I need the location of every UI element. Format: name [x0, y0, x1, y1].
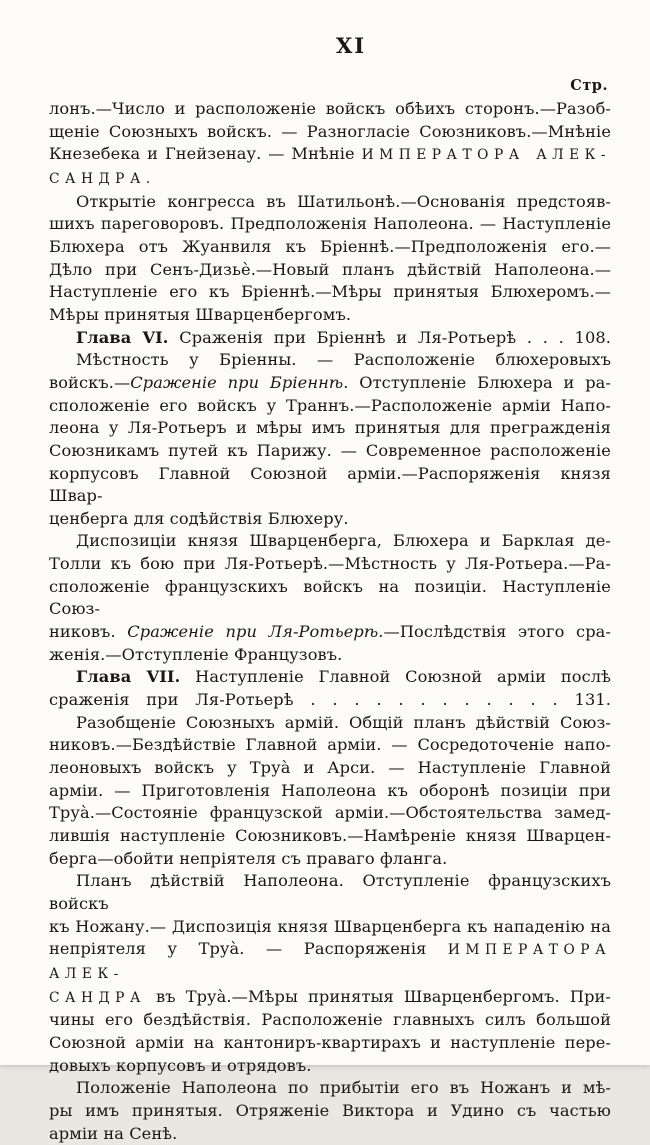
text-line — [49, 98, 611, 121]
text-line — [49, 191, 611, 214]
body-text: шихъ пареговоровъ. Предположенія Наполеона. — Наступленіе — [49, 214, 611, 234]
text-line — [49, 372, 611, 395]
toc-paragraph — [49, 349, 611, 530]
text-line — [49, 848, 611, 871]
battle-name-italic: Сраженіе при Ля-Ротьерѣ. — [127, 622, 384, 642]
text-line — [49, 757, 611, 780]
body-text: леоновыхъ войскъ у Труа̀ и Арси. — Наступленіе Главной — [49, 758, 611, 778]
body-text: корпусовъ Главной Союзной арміи.—Распоряженія князя Швар- — [49, 463, 611, 506]
body-text: Союзной арміи на кантониръ-квартирахъ и наступленіе пере- — [49, 1032, 611, 1052]
text-line — [49, 417, 611, 440]
text-line — [49, 1100, 611, 1123]
chapter-label: Глава VII. — [76, 667, 181, 687]
body-text: Сраженія при Бріеннѣ и Ля-Ротьерѣ . . . 108. — [168, 327, 611, 347]
chapter-entry — [49, 327, 611, 350]
body-text: довыхъ корпусовъ и отрядовъ. — [49, 1055, 312, 1075]
text-line — [49, 802, 611, 825]
text-line — [49, 213, 611, 236]
body-text: лившія наступленіе Союзниковъ.—Намѣреніе князя Шварцен- — [49, 826, 611, 845]
text-line — [49, 281, 611, 304]
body-text: къ Ножану.— Диспозиція князя Шварценберга къ нападенію на — [49, 916, 611, 936]
text-line — [49, 304, 611, 327]
chapter-label: Глава VI. — [76, 327, 169, 347]
text-line — [49, 621, 611, 644]
emphasized-caps-text: ИМПЕРАТОРА АЛЕК- — [361, 147, 612, 164]
text-line — [49, 1123, 611, 1145]
text-line — [49, 938, 611, 985]
chapter-entry-line — [49, 666, 611, 689]
body-text: сраженія при Ля-Ротьерѣ . . . . . . . . . . . . 131. — [49, 690, 611, 710]
toc-content — [49, 98, 611, 1145]
text-line — [49, 508, 611, 531]
text-line — [49, 576, 611, 621]
text-line — [49, 530, 611, 553]
text-line — [49, 167, 611, 191]
body-text: въ Труа̀.—Мѣры принятыя Шварценбергомъ. При- — [145, 986, 611, 1006]
body-text: Открытіе конгресса въ Шатильонѣ.—Основанія предстояв- — [76, 191, 611, 211]
body-text: Толли къ бою при Ля-Ротьерѣ.—Мѣстность у Ля-Ротьера.—Ра- — [49, 554, 611, 574]
body-text: леона у Ля-Ротьеръ и мѣры имъ принятыя для прегражденія — [49, 418, 611, 438]
text-line — [49, 780, 611, 803]
text-line — [49, 143, 611, 167]
toc-paragraph — [49, 98, 611, 191]
body-text: войскъ.— — [49, 372, 131, 392]
text-line — [49, 349, 611, 372]
body-text: арміи. — Приготовленія Наполеона къ оборонѣ позиціи при — [49, 780, 611, 800]
body-text: Отступленіе Блюхера и ра- — [348, 372, 611, 392]
text-line — [49, 440, 611, 463]
body-text: арміи на Сенѣ. — [49, 1123, 178, 1143]
text-line — [49, 1032, 611, 1055]
body-text: Союзникамъ путей къ Парижу. — Современное расположеніе — [49, 440, 611, 460]
body-text: Труа̀.—Состояніе французской арміи.—Обстоятельства замед- — [49, 803, 611, 823]
toc-paragraph — [49, 870, 611, 1077]
text-line — [49, 825, 611, 848]
toc-paragraph — [49, 1077, 611, 1145]
body-text: Планъ дѣйствій Наполеона. Отступленіе французскихъ войскъ — [49, 871, 611, 913]
body-text: никовъ. — [49, 622, 128, 642]
text-line — [49, 1009, 611, 1032]
text-line — [49, 644, 611, 667]
body-text: щеніе Союзныхъ войскъ. — Разногласіе Союзниковъ.—Мнѣніе — [49, 121, 611, 141]
toc-paragraph — [49, 191, 611, 327]
body-text: Мѣры принятыя Шварценбергомъ. — [49, 304, 352, 324]
text-line — [49, 986, 611, 1010]
body-text: сположеніе французскихъ войскъ на позиціи. Наступленіе Союз- — [49, 576, 611, 619]
toc-paragraph — [49, 712, 611, 871]
text-line — [49, 553, 611, 576]
body-text: ценберга для содѣйствія Блюхеру. — [49, 508, 349, 528]
text-line — [49, 121, 611, 144]
text-line — [49, 1077, 611, 1100]
body-text: Наступленіе его къ Бріеннѣ.—Мѣры принятыя Блюхеромъ.— — [49, 282, 611, 302]
body-text: Кнезебека и Гнейзенау. — Мнѣніе — [49, 144, 362, 164]
chapter-entry-line — [49, 689, 611, 712]
body-text: женія.—Отступленіе Французовъ. — [49, 644, 343, 664]
body-text: Дѣло при Сенъ-Дизьѐ.—Новый планъ дѣйствій Наполеона.— — [49, 259, 611, 279]
body-text: Наступленіе Главной Союзной арміи послѣ — [180, 667, 611, 687]
text-line — [49, 734, 611, 757]
toc-paragraph — [49, 530, 611, 666]
body-text: ры имъ принятыя. Отряженіе Виктора и Удино съ частью — [49, 1100, 611, 1120]
body-text: никовъ.—Бездѣйствіе Главной арміи. — Сосредоточеніе напо- — [49, 735, 611, 755]
body-text: непріятеля у Труа̀. — Распоряженія — [49, 939, 448, 959]
text-line — [49, 916, 611, 939]
body-text: Блюхера отъ Жуанвиля къ Бріеннѣ.—Предположенія его.— — [49, 236, 611, 256]
body-text: Диспозиціи князя Шварценберга, Блюхера и Барклая де- — [76, 531, 611, 551]
emphasized-caps-text: САНДРА. — [49, 170, 156, 187]
text-line — [49, 259, 611, 282]
text-line — [49, 870, 611, 915]
body-text: лонъ.—Число и расположеніе войскъ обѣихъ сторонъ.—Разоб- — [49, 99, 611, 118]
text-line — [49, 395, 611, 418]
emphasized-caps-text: ИМПЕРАТОРА АЛЕК- — [49, 942, 611, 982]
body-text: берга—обойти непріятеля съ праваго фланга. — [49, 848, 448, 868]
text-line — [49, 463, 611, 508]
chapter-entry — [49, 666, 611, 711]
page-column-header: Стр. — [570, 77, 608, 94]
chapter-entry-line — [49, 327, 611, 350]
body-text: сположеніе его войскъ у Траннъ.—Расположеніе арміи Напо- — [49, 395, 611, 415]
body-text: чины его бездѣйствія. Расположеніе главныхъ силъ большой — [49, 1010, 611, 1030]
page-number: XI — [335, 33, 367, 58]
body-text: Положеніе Наполеона по прибытіи его въ Ножанъ и мѣ- — [76, 1078, 611, 1098]
text-line — [49, 236, 611, 259]
body-text: —Послѣдствія этого сра- — [383, 622, 611, 642]
body-text: Разобщеніе Союзныхъ армій. Общій планъ дѣйствій Союз- — [76, 712, 611, 732]
text-line — [49, 712, 611, 735]
body-text: Мѣстность у Бріенны. — Расположеніе блюхеровыхъ — [76, 350, 611, 370]
text-line — [49, 1055, 611, 1078]
battle-name-italic: Сраженіе при Бріеннѣ. — [130, 372, 349, 392]
emphasized-caps-text: САНДРА — [49, 989, 146, 1006]
